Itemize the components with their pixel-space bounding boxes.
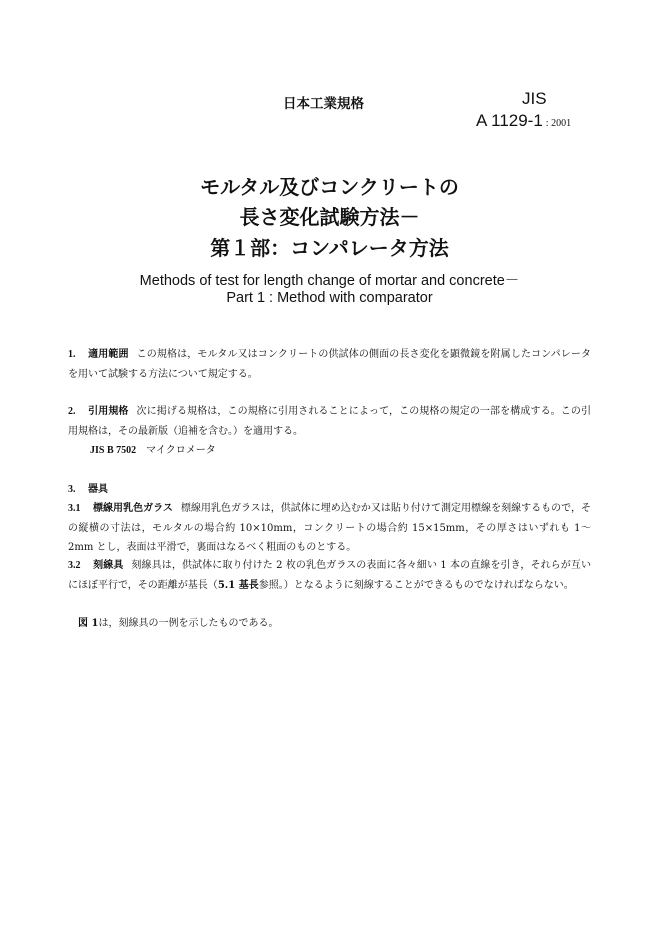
section-number: 2. (68, 406, 76, 417)
section-reference: 5.1 基長 (217, 579, 259, 591)
section-text-b: 参照。）となるように刻線することができるものでなければならない。 (258, 579, 574, 591)
section-3-2-scriber (68, 556, 591, 595)
section-number: 3. (68, 484, 76, 495)
section-3-1-milk-glass (68, 499, 591, 558)
section-number: 3.1 (68, 503, 81, 514)
section-heading: 引用規格 (88, 406, 129, 417)
figure-reference-line (78, 614, 601, 634)
title-jp-line3: 第１部：コンパレータ方法 (210, 236, 449, 260)
reference-name: マイクロメータ (146, 445, 216, 456)
title-jp-line2: 長さ変化試験方法－ (239, 205, 420, 229)
jis-label: JIS (522, 89, 547, 108)
section-heading: 適用範囲 (88, 349, 129, 360)
title-en-line2: Part 1 : Method with comparator (226, 290, 433, 306)
section-text-a: 刻線具は，供試体に取り付けた 2 枚の乳色ガラスの表面に各々細い 1 本の直線を引き，それらが互いにほぼ平行で，その距離が基長（ (68, 560, 591, 591)
section-text: 次に掲げる規格は，この規格に引用されることによって，この規格の規定の一部を構成する。この引用規格は，その最新版（追補を含む。）を適用する。 (68, 406, 591, 437)
section-heading: 標線用乳色ガラス (93, 503, 173, 514)
figure-reference-text: は，刻線具の一例を示したものである。 (98, 618, 279, 629)
standard-name: 日本工業規格 (283, 96, 364, 112)
standard-year: : 2001 (545, 118, 572, 129)
section-number: 1. (68, 349, 76, 360)
section-2-normative-references (68, 402, 591, 441)
reference-item (90, 441, 613, 461)
section-heading: 器具 (88, 484, 108, 495)
section-text: 標線用乳色ガラスは，供試体に埋め込むか又は貼り付けて測定用標線を刻線するもので，その縦横の寸法は，モルタルの場合約 10×10mm，コンクリートの場合約 15×15mm，その厚さはいずれも 1～2mm とし，表面は平滑で，裏面はなるべく粗面のものとする。 (68, 503, 592, 553)
title-jp-line1: モルタル及びコンクリートの (200, 175, 459, 199)
standard-number (476, 111, 571, 131)
standard-number-code: A 1129-1 (476, 111, 543, 130)
section-3-apparatus (68, 480, 591, 500)
section-text: この規格は，モルタル又はコンクリートの供試体の側面の長さ変化を顕微鏡を附属したコンパレータを用いて試験する方法について規定する。 (68, 349, 592, 380)
section-heading: 刻線具 (93, 560, 124, 571)
figure-reference: 図 1 (78, 618, 99, 629)
title-en-line1: Methods of test for length change of mortar and concrete－ (139, 273, 520, 289)
section-number: 3.2 (68, 560, 81, 571)
reference-code: JIS B 7502 (90, 445, 137, 456)
section-1-scope (68, 345, 591, 384)
